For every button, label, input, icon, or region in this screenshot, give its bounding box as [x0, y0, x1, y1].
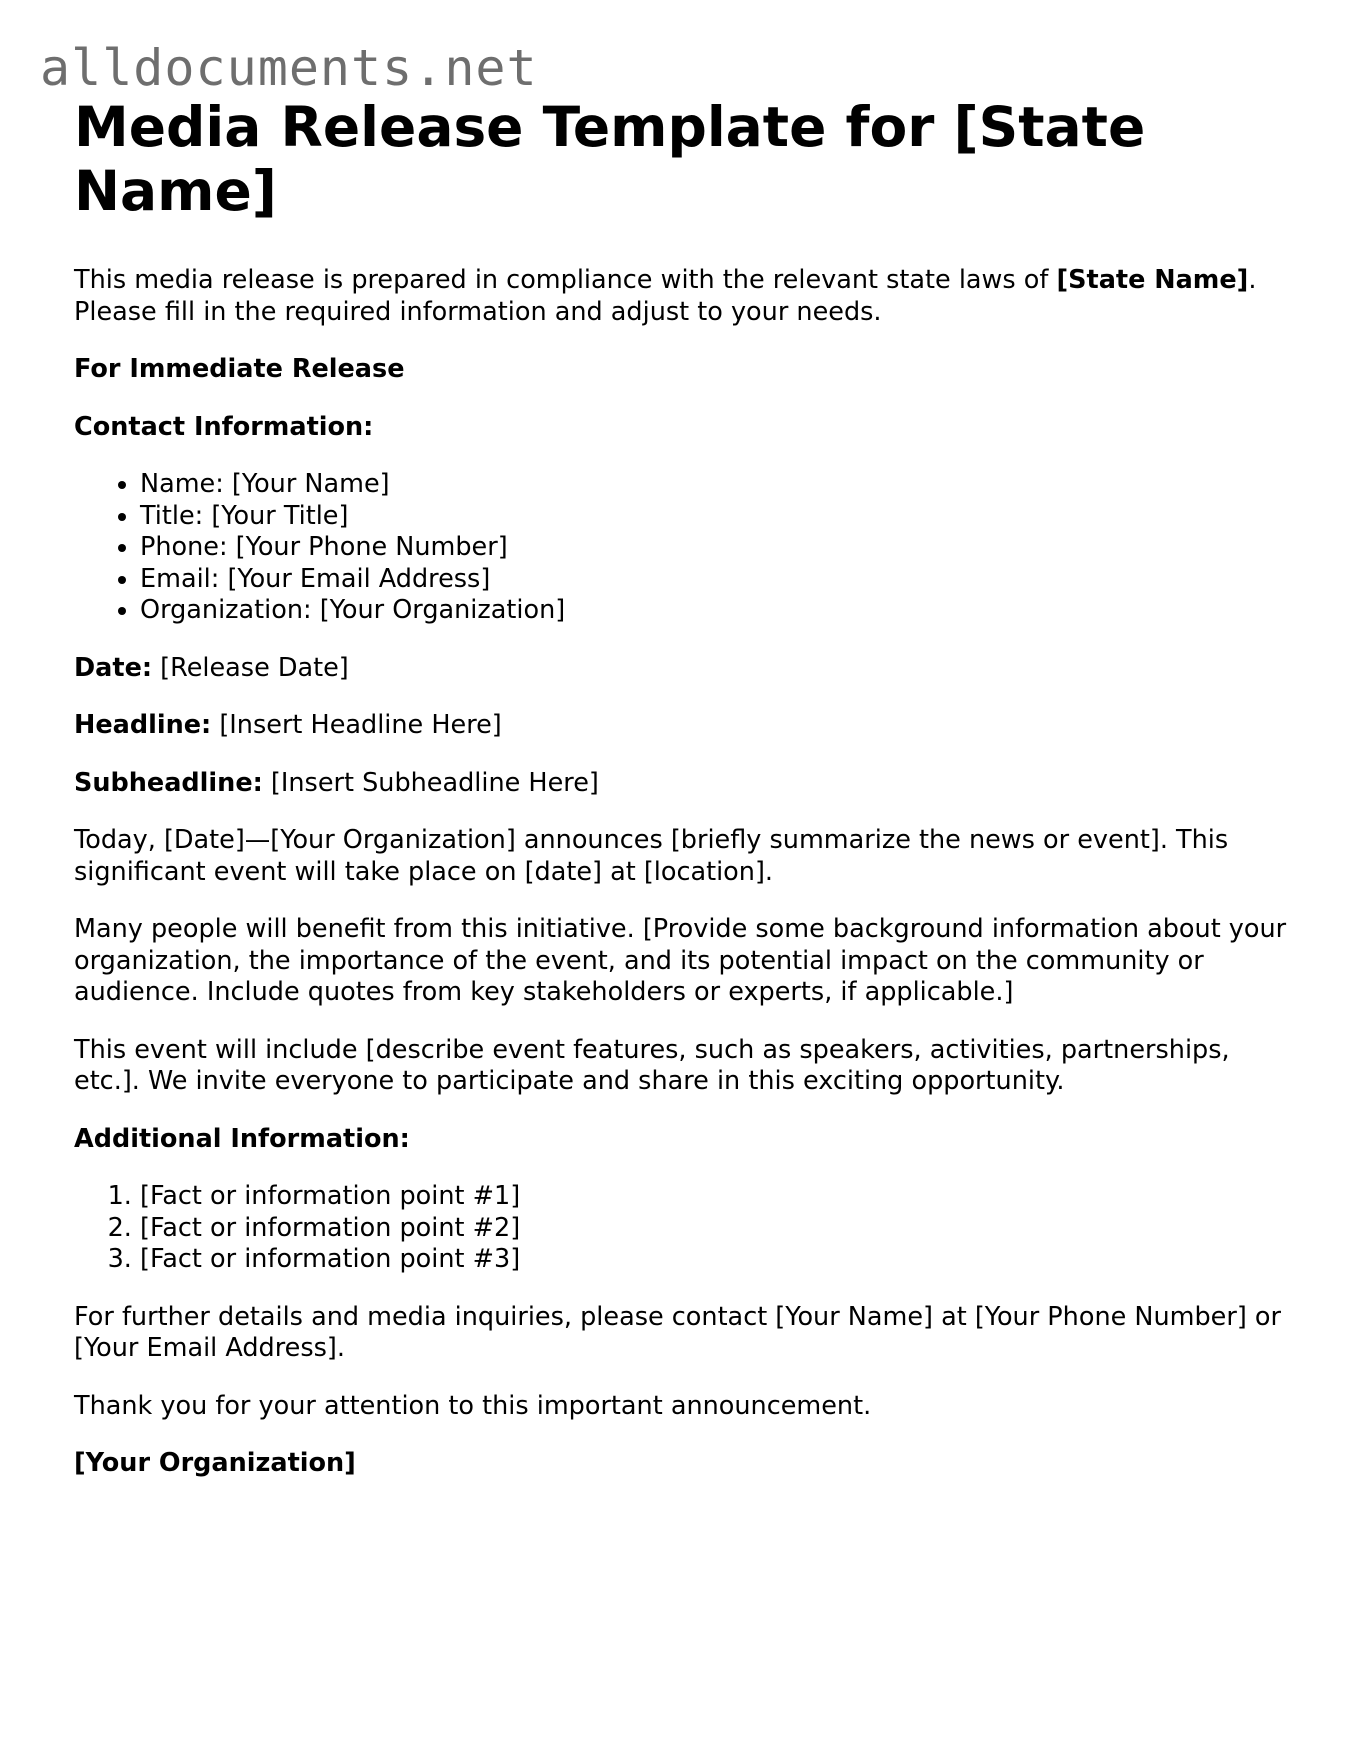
intro-state-name: [State Name]	[1056, 265, 1249, 295]
subheadline-value: [Insert Subheadline Here]	[262, 767, 599, 798]
date-value: [Release Date]	[152, 652, 349, 683]
intro-paragraph	[74, 265, 1294, 328]
contact-item-phone: • Phone: [Your Phone Number]	[140, 532, 1294, 564]
intro-text-before: This media release is prepared in compliance with the relevant state laws of	[74, 265, 1057, 295]
subheadline-label: Subheadline:	[74, 767, 263, 798]
subheadline-line	[74, 768, 1294, 800]
body-paragraph-2: Many people will benefit from this initiative. [Provide some background information about your organization, the importance of the event, and its potential impact on the community or audience. Include quotes from key stakeholders or experts, if applicable.]	[74, 914, 1287, 1007]
thanks-line: Thank you for your attention to this important announcement.	[74, 1390, 872, 1421]
further-details: For further details and media inquiries, please contact [Your Name] at [Your Phone Number] or [Your Email Address].	[74, 1301, 1281, 1363]
contact-item-organization: • Organization: [Your Organization]	[140, 595, 1294, 627]
signature	[74, 1448, 1294, 1480]
additional-list	[74, 1181, 1294, 1276]
watermark: alldocuments.net	[40, 39, 538, 97]
additional-item-3: 3. [Fact or information point #3]	[140, 1244, 1294, 1276]
release-label-text: For Immediate Release	[74, 354, 405, 384]
body-paragraph-3: This event will include [describe event features, such as speakers, activities, partnerships, etc.]. We invite everyone to participate and share in this exciting opportunity.	[74, 1034, 1230, 1096]
contact-heading-text: Contact Information:	[74, 411, 374, 442]
headline-label: Headline:	[74, 710, 212, 740]
additional-heading	[74, 1124, 1294, 1156]
contact-list	[74, 469, 1294, 627]
signature-text: [Your Organization]	[74, 1448, 356, 1478]
intro-text-after: . Please fill in the required information and adjust to your needs.	[74, 265, 1257, 327]
additional-item-2: 2. [Fact or information point #2]	[140, 1213, 1294, 1245]
contact-item-email: • Email: [Your Email Address]	[140, 564, 1294, 596]
headline-value: [Insert Headline Here]	[211, 710, 502, 740]
additional-heading-text: Additional Information:	[74, 1123, 410, 1154]
date-label: Date:	[74, 652, 153, 683]
page-title: Media Release Template for [State Name]	[74, 95, 1146, 223]
body-paragraph-1: Today, [Date]—[Your Organization] announces [briefly summarize the news or event]. This significant event will take place on [date] at [location].	[74, 825, 1229, 887]
date-line	[74, 653, 1294, 685]
contact-heading	[74, 412, 1294, 444]
release-label	[74, 354, 1294, 386]
headline-line	[74, 710, 1294, 742]
document-page	[74, 95, 1294, 1506]
contact-item-title: • Title: [Your Title]	[140, 501, 1294, 533]
additional-item-1: 1. [Fact or information point #1]	[140, 1181, 1294, 1213]
contact-item-name: • Name: [Your Name]	[140, 469, 1294, 501]
